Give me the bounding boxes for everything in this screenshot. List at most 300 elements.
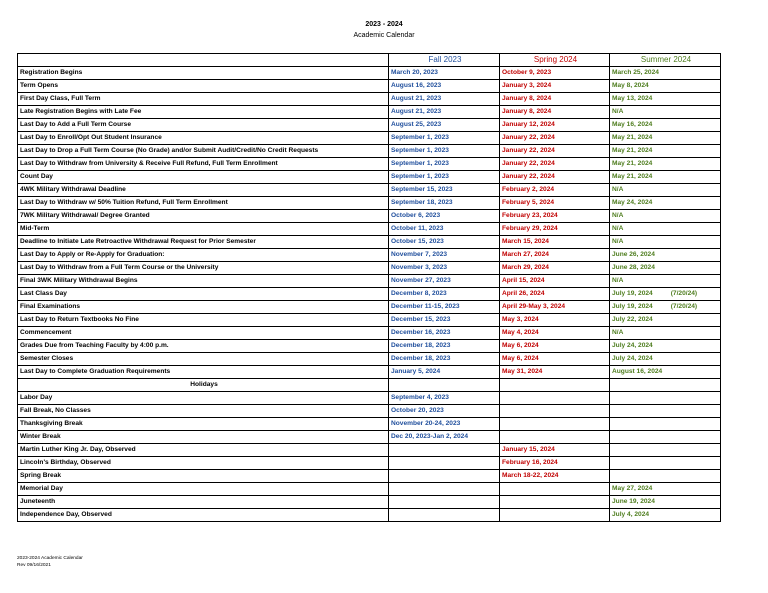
spring-2024-date-text: May 6, 2024 [502,355,539,362]
event-name-text: Juneteenth [20,498,56,505]
event-name-text: Last Day to Withdraw from a Full Term Course or the University [20,264,219,271]
header-fall-2023: Fall 2023 [389,54,500,67]
spring-2024-date [500,223,610,236]
fall-2023-date-text: September 1, 2023 [391,134,449,141]
summer-2024-date-text: N/A [612,108,624,115]
summer-2024-date-text: May 21, 2024 [612,173,653,180]
summer-2024-date [610,184,721,197]
spring-2024-date [500,275,610,288]
summer-2024-date [610,405,721,418]
holidays-header-row [18,379,721,392]
summer-2024-date [610,93,721,106]
event-name [18,431,389,444]
fall-2023-date [389,119,500,132]
fall-2023-date [389,93,500,106]
fall-2023-date-text: September 1, 2023 [391,173,449,180]
event-name [18,470,389,483]
fall-2023-date-text: August 25, 2023 [391,121,442,128]
event-name-text: Last Day to Complete Graduation Requirements [20,368,171,375]
spring-2024-date [500,509,610,522]
spring-2024-date-text: April 26, 2024 [502,290,545,297]
event-name [18,93,389,106]
calendar-row [18,301,721,314]
spring-2024-date [500,236,610,249]
event-name [18,327,389,340]
event-name-text: Lincoln's Birthday, Observed [20,459,111,466]
holiday-row [18,509,721,522]
calendar-subtitle: Academic Calendar [353,32,415,39]
summer-2024-date-text: June 19, 2024 [612,498,655,505]
event-name-text: Last Day to Return Textbooks No Fine [20,316,139,323]
holiday-row [18,457,721,470]
calendar-row [18,80,721,93]
spring-2024-date [500,119,610,132]
spring-2024-date-text: April 29-May 3, 2024 [502,303,566,310]
event-name-text: Independence Day, Observed [20,511,112,518]
event-name-text: 7WK Military Withdrawal/ Degree Granted [20,212,150,219]
event-name-text: Last Class Day [20,290,67,297]
summer-2024-date [610,483,721,496]
event-name [18,509,389,522]
spring-2024-date-text: February 29, 2024 [502,225,558,232]
fall-2023-date [389,418,500,431]
calendar-row [18,353,721,366]
summer-2024-date [610,67,721,80]
spring-2024-date [500,158,610,171]
spring-2024-date [500,171,610,184]
spring-2024-date [500,392,610,405]
event-name-text: Term Opens [20,82,58,89]
event-name [18,67,389,80]
event-name [18,275,389,288]
event-name [18,314,389,327]
summer-2024-date-text: N/A [612,329,624,336]
summer-2024-date [610,171,721,184]
fall-2023-date-text: Dec 20, 2023-Jan 2, 2024 [391,433,468,440]
fall-2023-date [389,496,500,509]
summer-2024-date [610,457,721,470]
event-name-text: Late Registration Begins with Late Fee [20,108,142,115]
fall-2023-date [389,457,500,470]
spring-2024-date-text: May 6, 2024 [502,342,539,349]
event-name [18,483,389,496]
fall-2023-date-text: December 16, 2023 [391,329,451,336]
calendar-row [18,210,721,223]
summer-2024-date [610,288,721,301]
holidays-header-spring [500,379,610,392]
fall-2023-date [389,249,500,262]
fall-2023-date-text: November 3, 2023 [391,264,448,271]
summer-2024-date-text: May 16, 2024 [612,121,653,128]
fall-2023-date [389,171,500,184]
fall-2023-date [389,405,500,418]
spring-2024-date [500,288,610,301]
fall-2023-date-text: August 21, 2023 [391,108,442,115]
summer-2024-date [610,418,721,431]
event-name [18,236,389,249]
spring-2024-date [500,314,610,327]
summer-2024-date [610,275,721,288]
holiday-row [18,496,721,509]
summer-2024-date-text: July 19, 2024 [612,290,653,297]
fall-2023-date-text: March 20, 2023 [391,69,438,76]
event-name-text: Registration Begins [20,69,83,76]
fall-2023-date [389,327,500,340]
holidays-body [18,392,721,522]
summer-2024-date [610,496,721,509]
fall-2023-date-text: August 21, 2023 [391,95,442,102]
spring-2024-date [500,184,610,197]
summer-2024-date-text: August 16, 2024 [612,368,663,375]
calendar-row [18,262,721,275]
event-name-text: Mid-Term [20,225,50,232]
fall-2023-date-text: December 18, 2023 [391,342,451,349]
summer-2024-date [610,431,721,444]
fall-2023-date [389,353,500,366]
event-name-text: First Day Class, Full Term [20,95,101,102]
fall-2023-date [389,444,500,457]
event-name [18,405,389,418]
fall-2023-date-text: September 18, 2023 [391,199,453,206]
calendar-row [18,275,721,288]
fall-2023-date [389,392,500,405]
event-name [18,418,389,431]
spring-2024-date-text: February 23, 2024 [502,212,558,219]
spring-2024-date [500,132,610,145]
summer-2024-date [610,106,721,119]
spring-2024-date [500,327,610,340]
spring-2024-date-text: October 9, 2023 [502,69,552,76]
summer-2024-date-text: June 28, 2024 [612,264,655,271]
event-name-text: Final 3WK Military Withdrawal Begins [20,277,138,284]
event-name [18,145,389,158]
fall-2023-date-text: September 4, 2023 [391,394,449,401]
fall-2023-date [389,132,500,145]
summer-2024-date [610,80,721,93]
spring-2024-date-text: March 27, 2024 [502,251,549,258]
fall-2023-date-text: November 20-24, 2023 [391,420,461,427]
fall-2023-date [389,80,500,93]
fall-2023-date [389,366,500,379]
summer-2024-date [610,158,721,171]
fall-2023-date [389,67,500,80]
fall-2023-date-text: December 8, 2023 [391,290,447,297]
summer-2024-date-text: N/A [612,225,624,232]
summer-2024-date-text: N/A [612,277,624,284]
summer-2024-date [610,340,721,353]
event-name [18,392,389,405]
summer-2024-date [610,470,721,483]
summer-2024-date [610,327,721,340]
fall-2023-date-text: September 1, 2023 [391,147,449,154]
summer-2024-date [610,223,721,236]
footer-revision: Rev 09/16/2021 [17,563,51,568]
spring-2024-date-text: January 8, 2024 [502,108,552,115]
summer-2024-date-text: May 21, 2024 [612,134,653,141]
spring-2024-date [500,210,610,223]
event-name-text: Last Day to Enroll/Opt Out Student Insurance [20,134,162,141]
spring-2024-date-text: January 15, 2024 [502,446,555,453]
spring-2024-date [500,93,610,106]
holiday-row [18,418,721,431]
calendar-row [18,197,721,210]
fall-2023-date-text: October 11, 2023 [391,225,444,232]
fall-2023-date-text: January 5, 2024 [391,368,441,375]
calendar-row [18,171,721,184]
fall-2023-date [389,145,500,158]
summer-2024-date-text: May 24, 2024 [612,199,653,206]
spring-2024-date [500,249,610,262]
event-name-text: Spring Break [20,472,62,479]
fall-2023-date [389,340,500,353]
spring-2024-date-text: January 3, 2024 [502,82,552,89]
spring-2024-date-text: January 12, 2024 [502,121,555,128]
spring-2024-date [500,340,610,353]
holiday-row [18,392,721,405]
spring-2024-date [500,262,610,275]
spring-2024-date [500,418,610,431]
event-name [18,457,389,470]
event-name-text: Last Day to Drop a Full Term Course (No Grade) and/or Submit Audit/Credit/No Credit Requests [20,147,319,154]
event-name [18,353,389,366]
spring-2024-date [500,80,610,93]
spring-2024-date [500,496,610,509]
fall-2023-date-text: December 15, 2023 [391,316,451,323]
summer-2024-date [610,509,721,522]
fall-2023-date-text: September 15, 2023 [391,186,453,193]
calendar-row [18,249,721,262]
fall-2023-date [389,210,500,223]
holiday-row [18,470,721,483]
spring-2024-date [500,67,610,80]
summer-2024-date-text: N/A [612,212,624,219]
calendar-row [18,236,721,249]
calendar-row [18,119,721,132]
spring-2024-date-text: January 22, 2024 [502,173,555,180]
fall-2023-date [389,288,500,301]
calendar-dates-body [18,67,721,379]
summer-2024-date [610,314,721,327]
summer-2024-date [610,366,721,379]
spring-2024-date [500,197,610,210]
spring-2024-date-text: March 18-22, 2024 [502,472,559,479]
summer-2024-date-text: N/A [612,186,624,193]
spring-2024-date-text: May 4, 2024 [502,329,539,336]
fall-2023-date [389,275,500,288]
fall-2023-date-text: October 15, 2023 [391,238,444,245]
summer-2024-date [610,249,721,262]
summer-2024-date-text: May 21, 2024 [612,160,653,167]
holiday-row [18,431,721,444]
summer-2024-date [610,236,721,249]
header-event [18,54,389,67]
event-name-text: Commencement [20,329,72,336]
spring-2024-date-text: January 22, 2024 [502,160,555,167]
summer-2024-date-text: March 25, 2024 [612,69,659,76]
fall-2023-date [389,470,500,483]
event-name-text: Thanksgiving Break [20,420,83,427]
fall-2023-date [389,106,500,119]
event-name-text: Last Day to Add a Full Term Course [20,121,132,128]
fall-2023-date-text: December 18, 2023 [391,355,451,362]
event-name-text: Deadline to Initiate Late Retroactive Withdrawal Request for Prior Semester [20,238,256,245]
summer-2024-date-text: May 21, 2024 [612,147,653,154]
calendar-row [18,340,721,353]
event-name-text: Semester Closes [20,355,74,362]
summer-2024-date [610,262,721,275]
header-summer-2024: Summer 2024 [610,54,721,67]
fall-2023-date [389,197,500,210]
holidays-label: Holidays [18,379,389,392]
fall-2023-date [389,483,500,496]
fall-2023-date-text: September 1, 2023 [391,160,449,167]
summer-2024-date-text: July 4, 2024 [612,511,650,518]
event-name-text: Count Day [20,173,53,180]
summer-2024-date-text: May 27, 2024 [612,485,653,492]
spring-2024-date-text: April 15, 2024 [502,277,545,284]
fall-2023-date-text: November 27, 2023 [391,277,451,284]
calendar-row [18,184,721,197]
fall-2023-date [389,184,500,197]
spring-2024-date [500,145,610,158]
spring-2024-date [500,106,610,119]
event-name [18,210,389,223]
fall-2023-date-text: December 11-15, 2023 [391,303,460,310]
footer-document-name: 2023-2024 Academic Calendar [17,556,83,561]
summer-2024-date-text: June 26, 2024 [612,251,655,258]
holiday-row [18,405,721,418]
summer-2024-date-text: N/A [612,238,624,245]
event-name [18,340,389,353]
event-name [18,288,389,301]
spring-2024-date-text: January 22, 2024 [502,147,555,154]
event-name [18,197,389,210]
spring-2024-date-text: February 16, 2024 [502,459,558,466]
summer-2024-date [610,444,721,457]
fall-2023-date [389,262,500,275]
spring-2024-date-text: March 29, 2024 [502,264,549,271]
spring-2024-date [500,301,610,314]
event-name [18,223,389,236]
calendar-row [18,327,721,340]
event-name [18,249,389,262]
spring-2024-date [500,483,610,496]
summer-2024-date [610,301,721,314]
fall-2023-date [389,314,500,327]
event-name [18,496,389,509]
spring-2024-date-text: March 15, 2024 [502,238,549,245]
fall-2023-date [389,509,500,522]
event-name-text: Grades Due from Teaching Faculty by 4:00 p.m. [20,342,169,349]
spring-2024-date [500,405,610,418]
event-name [18,184,389,197]
event-name-text: Martin Luther King Jr. Day, Observed [20,446,136,453]
holidays-header-fall [389,379,500,392]
summer-2024-date [610,210,721,223]
holiday-row [18,444,721,457]
spring-2024-date-text: May 3, 2024 [502,316,539,323]
calendar-row [18,158,721,171]
event-name-text: 4WK Military Withdrawal Deadline [20,186,126,193]
summer-2024-date-text: July 24, 2024 [612,342,653,349]
spring-2024-date-text: January 22, 2024 [502,134,555,141]
event-name [18,366,389,379]
event-name [18,301,389,314]
event-name-text: Last Day to Apply or Re-Apply for Graduation: [20,251,165,258]
event-name-text: Final Examinations [20,303,81,310]
event-name-text: Memorial Day [20,485,63,492]
calendar-row [18,145,721,158]
spring-2024-date-text: January 8, 2024 [502,95,552,102]
event-name [18,171,389,184]
summer-alternate-date-note: (7/20/24) [670,303,698,310]
fall-2023-date [389,431,500,444]
fall-2023-date-text: November 7, 2023 [391,251,448,258]
summer-2024-date [610,392,721,405]
spring-2024-date [500,444,610,457]
summer-2024-date-text: July 19, 2024 [612,303,653,310]
spring-2024-date [500,366,610,379]
summer-2024-date [610,353,721,366]
spring-2024-date [500,470,610,483]
calendar-row [18,314,721,327]
summer-2024-date-text: July 22, 2024 [612,316,653,323]
fall-2023-date [389,158,500,171]
event-name-text: Last Day to Withdraw w/ 50% Tuition Refund, Full Term Enrollment [20,199,228,206]
summer-alternate-date-note: (7/20/24) [670,290,698,297]
fall-2023-date [389,236,500,249]
table-header-row [18,54,721,67]
spring-2024-date [500,431,610,444]
event-name [18,106,389,119]
event-name-text: Fall Break, No Classes [20,407,91,414]
spring-2024-date [500,457,610,470]
summer-2024-date [610,119,721,132]
holidays-section [18,379,721,392]
summer-2024-date-text: May 13, 2024 [612,95,653,102]
event-name [18,132,389,145]
event-name [18,444,389,457]
spring-2024-date-text: February 2, 2024 [502,186,555,193]
summer-2024-date [610,132,721,145]
calendar-row [18,106,721,119]
calendar-row [18,223,721,236]
event-name-text: Winter Break [20,433,61,440]
event-name [18,262,389,275]
fall-2023-date [389,301,500,314]
spring-2024-date-text: May 31, 2024 [502,368,543,375]
fall-2023-date-text: August 16, 2023 [391,82,442,89]
holiday-row [18,483,721,496]
fall-2023-date-text: October 6, 2023 [391,212,441,219]
calendar-year-title: 2023 - 2024 [365,21,403,28]
calendar-row [18,132,721,145]
spring-2024-date [500,353,610,366]
holidays-header-summer [610,379,721,392]
fall-2023-date [389,223,500,236]
summer-2024-date-text: July 24, 2024 [612,355,653,362]
calendar-row [18,288,721,301]
event-name [18,80,389,93]
academic-calendar-table [17,53,721,522]
calendar-row [18,366,721,379]
fall-2023-date-text: October 20, 2023 [391,407,444,414]
event-name-text: Labor Day [20,394,53,401]
summer-2024-date [610,145,721,158]
event-name [18,119,389,132]
spring-2024-date-text: February 5, 2024 [502,199,555,206]
event-name [18,158,389,171]
